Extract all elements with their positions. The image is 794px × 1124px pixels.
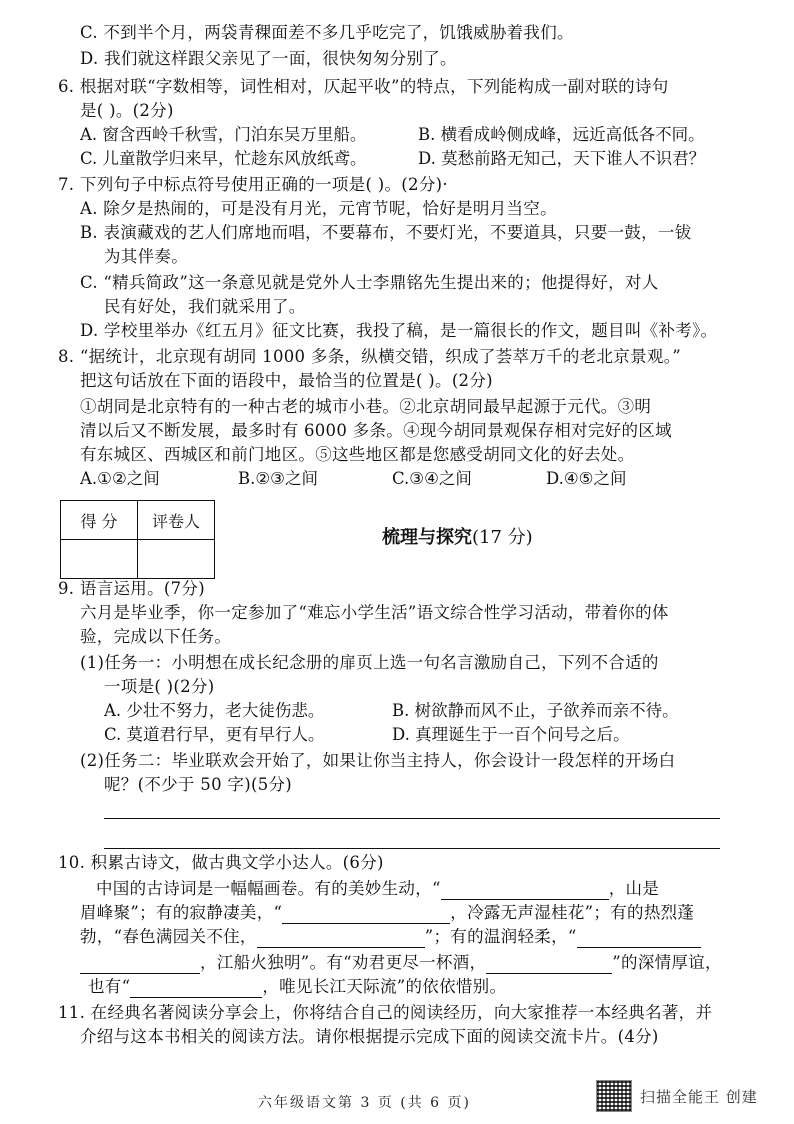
q10-blank-1[interactable] bbox=[441, 881, 609, 900]
answer-line-2[interactable] bbox=[104, 848, 720, 849]
q10-blank-6[interactable] bbox=[130, 979, 262, 998]
q5-option-d: D. 我们就这样跟父亲见了一面，很快匆匆分别了。 bbox=[80, 49, 457, 68]
section-points: (17 分) bbox=[472, 527, 533, 548]
section-title bbox=[382, 523, 533, 549]
q5-option-c: C. 不到半个月，两袋青稞面差不多几乎吃完了，饥饿威胁着我们。 bbox=[80, 23, 574, 42]
qr-code-icon bbox=[596, 1080, 632, 1112]
q10-blank-2[interactable] bbox=[282, 905, 450, 924]
q8-passage-line2: 清以后又不断发展，最多时有 6000 多条。④现今胡同景观保存相对完好的区域 bbox=[80, 421, 672, 440]
q7-option-c-line2: 民有好处，我们就采用了。 bbox=[104, 297, 306, 316]
q8-stem-line1: 8. “据统计，北京现有胡同 1000 多条，纵横交错，织成了荟萃万千的老北京景观。” bbox=[58, 347, 681, 366]
q10-text-part: 眉峰聚”；有的寂静凄美，“ bbox=[80, 903, 283, 922]
q7-option-c-line1: C. “精兵简政”这一条意见就是党外人士李鼎铭先生提出来的；他提得好，对人 bbox=[80, 273, 659, 292]
q7-option-b-line2: 为其伴奏。 bbox=[104, 247, 188, 266]
q8-passage-line3: 有东城区、西城区和前门地区。⑤这些地区都是您感受胡同文化的好去处。 bbox=[80, 445, 635, 464]
score-table bbox=[60, 500, 215, 579]
q7-option-b-line1: B. 表演藏戏的艺人们席地而唱，不要幕布，不要灯光，不要道具，只要一鼓，一钹 bbox=[80, 223, 692, 242]
q7-option-a: A. 除夕是热闹的，可是没有月光，元宵节呢，恰好是明月当空。 bbox=[80, 199, 557, 218]
q7-option-d: D. 学校里举办《红五月》征文比赛，我投了稿，是一篇很长的作文，题目叫《补考》。 bbox=[80, 321, 718, 340]
q9-intro-line2: 验，完成以下任务。 bbox=[80, 627, 232, 646]
q9-task2-line2: 呢？(不少于 50 字)(5分) bbox=[104, 775, 293, 794]
q8-passage-line1: ①胡同是北京特有的一种古老的城市小巷。②北京胡同最早起源于元代。③明 bbox=[80, 397, 652, 416]
q6-stem-line1: 6. 根据对联“字数相等，词性相对，仄起平收”的特点，下列能构成一副对联的诗句 bbox=[58, 77, 669, 96]
q10-blank-4[interactable] bbox=[577, 929, 701, 948]
grader-header: 评卷人 bbox=[138, 501, 215, 540]
q8-stem-line2: 把这句话放在下面的语段中，最恰当的位置是( )。(2分) bbox=[80, 371, 493, 390]
q6-stem-line2: 是( )。(2分) bbox=[80, 101, 174, 120]
q10-text-part: ，冷露无声湿桂花”；有的热烈蓬 bbox=[450, 903, 695, 922]
q10-text-line1 bbox=[96, 878, 659, 900]
q6-option-b: B. 横看成岭侧成峰，远近高低各不同。 bbox=[418, 125, 705, 144]
q10-text-line3 bbox=[80, 926, 701, 948]
q10-text-part: ”的深情厚谊， bbox=[612, 953, 722, 972]
score-header: 得 分 bbox=[61, 501, 138, 540]
q10-blank-4b[interactable] bbox=[80, 955, 200, 974]
q10-text-line4 bbox=[80, 952, 722, 974]
q10-text-part: 中国的古诗词是一幅幅画卷。有的美妙生动，“ bbox=[96, 879, 441, 898]
q10-blank-5[interactable] bbox=[486, 955, 612, 974]
answer-line-1[interactable] bbox=[104, 818, 720, 819]
q10-stem: 10. 积累古诗文，做古典文学小达人。(6分) bbox=[58, 853, 384, 872]
q9-option-c: C. 莫道君行早，更有早行人。 bbox=[104, 725, 325, 744]
watermark-text: 扫描全能王 创建 bbox=[640, 1087, 758, 1106]
q10-text-line2 bbox=[80, 902, 694, 924]
scanner-watermark bbox=[596, 1080, 758, 1112]
score-cell[interactable] bbox=[61, 540, 138, 579]
q8-option-c: C.③④之间 bbox=[392, 469, 472, 488]
q9-task1-line2: 一项是( )(2分) bbox=[104, 677, 215, 696]
q9-task1-line1: (1)任务一：小明想在成长纪念册的扉页上选一句名言激励自己，下列不合适的 bbox=[80, 653, 659, 672]
q10-text-part: 也有“ bbox=[88, 977, 131, 996]
q7-stem: 7. 下列句子中标点符号使用正确的一项是( )。(2分)· bbox=[58, 175, 448, 194]
q8-option-a: A.①②之间 bbox=[80, 469, 160, 488]
q6-option-d: D. 莫愁前路无知己，天下谁人不识君？ bbox=[418, 149, 706, 168]
grader-cell[interactable] bbox=[138, 540, 215, 579]
q10-text-part: 勃，“春色满园关不住， bbox=[80, 927, 257, 946]
q9-stem: 9. 语言运用。(7分) bbox=[58, 579, 205, 598]
q9-option-b: B. 树欲静而风不止，子欲养而亲不待。 bbox=[392, 701, 679, 720]
q9-option-d: D. 真理诞生于一百个问号之后。 bbox=[392, 725, 630, 744]
q10-text-part: ”；有的温润轻柔，“ bbox=[424, 927, 577, 946]
q8-option-d: D.④⑤之间 bbox=[546, 469, 627, 488]
q10-text-line5 bbox=[88, 976, 506, 998]
q6-option-a: A. 窗含西岭千秋雪，门泊东吴万里船。 bbox=[80, 125, 367, 144]
q8-option-b: B.②③之间 bbox=[238, 469, 318, 488]
q10-blank-3[interactable] bbox=[257, 929, 425, 948]
section-title-text: 梳理与探究 bbox=[382, 527, 472, 548]
q10-text-part: ，山是 bbox=[608, 879, 660, 898]
q9-task2-line1: (2)任务二：毕业联欢会开始了，如果让你当主持人，你会设计一段怎样的开场白 bbox=[80, 751, 676, 770]
page-footer: 六年级语文第 3 页 (共 6 页) bbox=[258, 1095, 471, 1111]
q11-stem-line2: 介绍与这本书相关的阅读方法。请你根据提示完成下面的阅读交流卡片。(4分) bbox=[80, 1027, 659, 1046]
q10-text-part: ，江船火独明”。有“劝君更尽一杯酒， bbox=[200, 953, 487, 972]
q9-option-a: A. 少壮不努力，老大徒伤悲。 bbox=[104, 701, 325, 720]
q11-stem-line1: 11. 在经典名著阅读分享会上，你将结合自己的阅读经历，向大家推荐一本经典名著，并 bbox=[58, 1003, 713, 1022]
q9-intro-line1: 六月是毕业季，你一定参加了“难忘小学生活”语文综合性学习活动，带着你的体 bbox=[80, 603, 669, 622]
q10-text-part: ，唯见长江天际流”的依依惜别。 bbox=[262, 977, 507, 996]
q6-option-c: C. 儿童散学归来早，忙趁东风放纸鸢。 bbox=[80, 149, 367, 168]
